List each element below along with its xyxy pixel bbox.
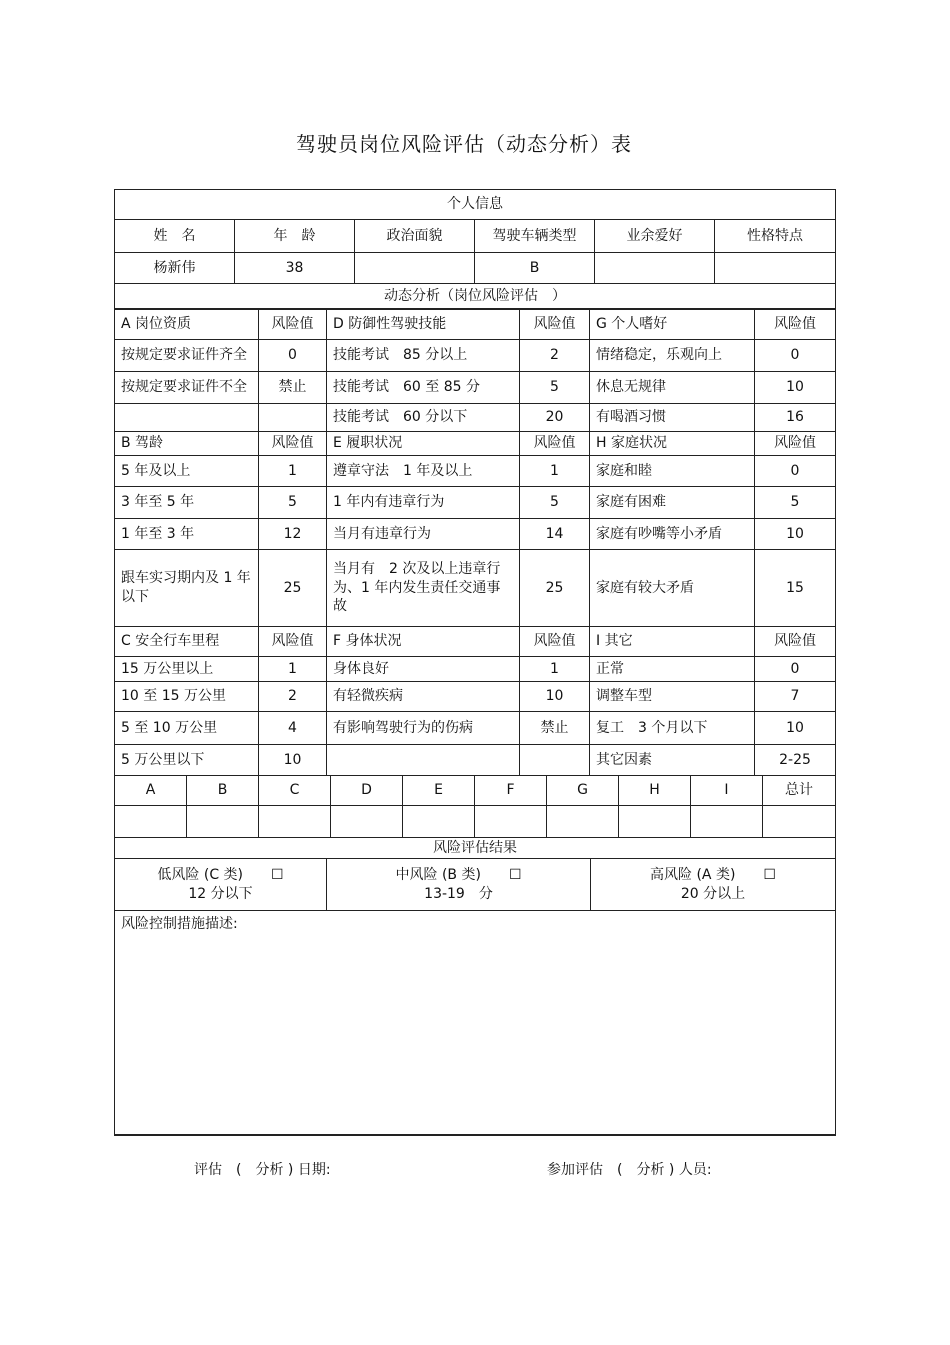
risk-level-range: 12 分以下: [188, 885, 253, 902]
measures-cell[interactable]: [115, 911, 836, 1135]
item-text: 当月有违章行为: [327, 519, 520, 550]
summary-header-i: I: [691, 776, 763, 806]
score-cell-i[interactable]: [691, 806, 763, 838]
score-cell-b[interactable]: [187, 806, 259, 838]
risk-value: 1: [520, 657, 590, 682]
header-age: 年 龄: [235, 220, 355, 253]
item-text: 情绪稳定，乐观向上: [590, 340, 755, 372]
summary-header-b: B: [187, 776, 259, 806]
risk-level-label: 高风险 (A 类): [650, 866, 736, 883]
risk-value: 12: [259, 519, 327, 550]
value-personality[interactable]: [715, 253, 836, 284]
risk-value: 1: [520, 456, 590, 487]
item-text: 跟车实习期内及 1 年以下: [115, 550, 259, 627]
risk-value: 10: [520, 682, 590, 712]
item-text: 按规定要求证件不全: [115, 372, 259, 404]
item-text: 遵章守法 1 年及以上: [327, 456, 520, 487]
risk-value: 10: [755, 372, 836, 404]
score-cell-e[interactable]: [403, 806, 475, 838]
risk-value: 0: [259, 340, 327, 372]
header-political: 政治面貌: [355, 220, 475, 253]
risk-value: 7: [755, 682, 836, 712]
checkbox-medium[interactable]: ☐: [508, 866, 522, 883]
risk-value: 0: [755, 657, 836, 682]
item-text: 15 万公里以上: [115, 657, 259, 682]
risk-value-header: 风险值: [520, 432, 590, 456]
risk-level-range: 20 分以上: [680, 885, 746, 902]
category-i: I 其它: [590, 627, 755, 657]
personal-section-header: 个人信息: [115, 190, 836, 220]
summary-header-h: H: [619, 776, 691, 806]
value-age[interactable]: 38: [235, 253, 355, 284]
measures-label: 风险控制措施描述:: [121, 916, 238, 932]
risk-value-header: 风险值: [259, 432, 327, 456]
dynamic-analysis-table: [114, 309, 836, 776]
risk-value: 禁止: [520, 712, 590, 745]
risk-value: 25: [259, 550, 327, 627]
risk-value: 2: [259, 682, 327, 712]
summary-header-f: F: [475, 776, 547, 806]
risk-value: [520, 745, 590, 776]
score-summary-table: [114, 775, 836, 838]
risk-value: 16: [755, 404, 836, 432]
item-text: 家庭和睦: [590, 456, 755, 487]
summary-header-d: D: [331, 776, 403, 806]
risk-value: 5: [755, 487, 836, 519]
risk-value-header: 风险值: [755, 432, 836, 456]
category-f: F 身体状况: [327, 627, 520, 657]
assessment-people-label: 参加评估 ( 分析 ) 人员:: [547, 1162, 712, 1178]
risk-value: 2-25: [755, 745, 836, 776]
risk-value: 25: [520, 550, 590, 627]
category-d: D 防御性驾驶技能: [327, 310, 520, 340]
risk-level-high: [591, 859, 836, 911]
result-section-header: 风险评估结果: [115, 838, 836, 859]
risk-value: 0: [755, 456, 836, 487]
item-text: 1 年至 3 年: [115, 519, 259, 550]
item-text: 5 万公里以下: [115, 745, 259, 776]
item-text: 技能考试 85 分以上: [327, 340, 520, 372]
checkbox-low[interactable]: ☐: [271, 866, 284, 883]
risk-level-label: 低风险 (C 类): [157, 866, 244, 883]
item-text: 10 至 15 万公里: [115, 682, 259, 712]
item-text: 技能考试 60 分以下: [327, 404, 520, 432]
item-text: 有影响驾驶行为的伤病: [327, 712, 520, 745]
risk-value-header: 风险值: [755, 310, 836, 340]
score-cell-c[interactable]: [259, 806, 331, 838]
item-text: [327, 745, 520, 776]
score-cell-a[interactable]: [115, 806, 187, 838]
risk-value: 4: [259, 712, 327, 745]
risk-value: 14: [520, 519, 590, 550]
item-text: 3 年至 5 年: [115, 487, 259, 519]
assessment-date-label: 评估 ( 分析 ) 日期:: [194, 1162, 331, 1178]
summary-header-a: A: [115, 776, 187, 806]
risk-value: 10: [755, 712, 836, 745]
item-text: 休息无规律: [590, 372, 755, 404]
item-text: 正常: [590, 657, 755, 682]
item-text: 身体良好: [327, 657, 520, 682]
item-text: 有轻微疾病: [327, 682, 520, 712]
header-personality: 性格特点: [715, 220, 836, 253]
value-vehicle-type[interactable]: B: [475, 253, 595, 284]
score-cell-h[interactable]: [619, 806, 691, 838]
risk-value-header: 风险值: [259, 627, 327, 657]
item-text: 按规定要求证件齐全: [115, 340, 259, 372]
risk-value: [259, 404, 327, 432]
risk-level-range: 13-19 分: [424, 885, 493, 902]
item-text: 其它因素: [590, 745, 755, 776]
checkbox-high[interactable]: ☐: [763, 866, 776, 883]
risk-value: 1: [259, 657, 327, 682]
risk-value-header: 风险值: [520, 310, 590, 340]
item-text: 调整车型: [590, 682, 755, 712]
item-text: 当月有 2 次及以上违章行为、1 年内发生责任交通事故: [327, 550, 520, 627]
category-g: G 个人嗜好: [590, 310, 755, 340]
value-name[interactable]: 杨新伟: [115, 253, 235, 284]
category-c: C 安全行车里程: [115, 627, 259, 657]
item-text: 5 至 10 万公里: [115, 712, 259, 745]
risk-value: 20: [520, 404, 590, 432]
risk-value: 10: [259, 745, 327, 776]
risk-value: 0: [755, 340, 836, 372]
risk-value-header: 风险值: [755, 627, 836, 657]
summary-header-c: C: [259, 776, 331, 806]
score-cell-g[interactable]: [547, 806, 619, 838]
item-text: [115, 404, 259, 432]
item-text: 有喝酒习惯: [590, 404, 755, 432]
category-a: A 岗位资质: [115, 310, 259, 340]
risk-level-medium: [327, 859, 591, 911]
summary-header-total: 总计: [763, 776, 836, 806]
risk-value: 15: [755, 550, 836, 627]
item-text: 复工 3 个月以下: [590, 712, 755, 745]
score-cell-total[interactable]: [763, 806, 836, 838]
header-vehicle-type: 驾驶车辆类型: [475, 220, 595, 253]
category-e: E 履职状况: [327, 432, 520, 456]
header-name: 姓 名: [115, 220, 235, 253]
risk-value: 5: [259, 487, 327, 519]
risk-value-header: 风险值: [520, 627, 590, 657]
risk-value: 1: [259, 456, 327, 487]
item-text: 技能考试 60 至 85 分: [327, 372, 520, 404]
risk-value: 2: [520, 340, 590, 372]
page-title: 驾驶员岗位风险评估（动态分析）表: [296, 132, 632, 156]
dynamic-section-header: 动态分析（岗位风险评估 ）: [115, 284, 836, 309]
value-hobby[interactable]: [595, 253, 715, 284]
category-h: H 家庭状况: [590, 432, 755, 456]
summary-header-e: E: [403, 776, 475, 806]
item-text: 家庭有困难: [590, 487, 755, 519]
risk-value: 5: [520, 487, 590, 519]
item-text: 家庭有吵嘴等小矛盾: [590, 519, 755, 550]
risk-value: 禁止: [259, 372, 327, 404]
risk-value: 5: [520, 372, 590, 404]
score-cell-d[interactable]: [331, 806, 403, 838]
risk-value: 10: [755, 519, 836, 550]
personal-info-table: [114, 189, 836, 309]
category-b: B 驾龄: [115, 432, 259, 456]
item-text: 5 年及以上: [115, 456, 259, 487]
item-text: 家庭有较大矛盾: [590, 550, 755, 627]
summary-header-g: G: [547, 776, 619, 806]
risk-result-table: [114, 837, 836, 1136]
risk-level-label: 中风险 (B 类): [395, 866, 481, 883]
header-hobby: 业余爱好: [595, 220, 715, 253]
risk-value-header: 风险值: [259, 310, 327, 340]
item-text: 1 年内有违章行为: [327, 487, 520, 519]
value-political[interactable]: [355, 253, 475, 284]
risk-level-low: [115, 859, 327, 911]
score-cell-f[interactable]: [475, 806, 547, 838]
